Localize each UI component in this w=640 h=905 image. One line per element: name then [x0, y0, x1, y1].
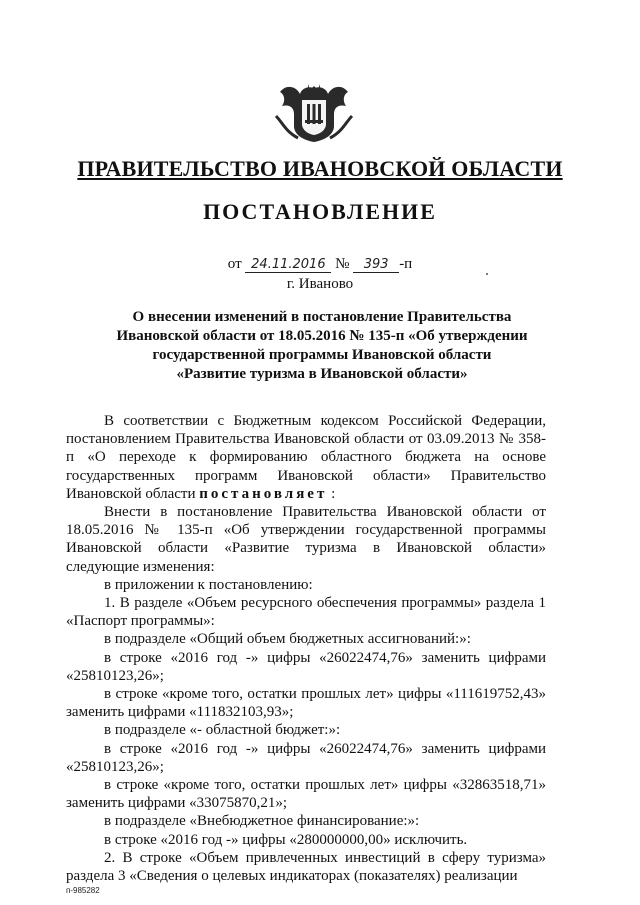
scan-speck: [486, 273, 488, 275]
coat-of-arms-icon: [272, 82, 356, 144]
preamble-paragraph: [66, 412, 546, 503]
body-paragraph: в строке «2016 год -» цифры «26022474,76» заменить цифрами «25810123,26»;: [66, 740, 546, 775]
document-body: [66, 412, 546, 885]
date-number-line: [0, 256, 640, 273]
city-line: г. Иваново: [286, 276, 354, 292]
handwritten-number: 393: [353, 258, 399, 273]
body-paragraph: в строке «2016 год -» цифры «26022474,76» заменить цифрами «25810123,26»;: [66, 649, 546, 684]
body-paragraph: в строке «кроме того, остатки прошлых лет» цифры «111619752,43» заменить цифрами «111832103,93»;: [66, 686, 546, 721]
preamble-colon: :: [331, 485, 336, 502]
organization-title: ПРАВИТЕЛЬСТВО ИВАНОВСКОЙ ОБЛАСТИ: [77, 156, 563, 181]
subject-line: О внесении изменений в постановление Правительства: [132, 309, 512, 325]
document-type-title: ПОСТАНОВЛЕНИЕ: [203, 199, 437, 224]
body-paragraph: в строке «2016 год -» цифры «280000000,00» исключить.: [104, 831, 468, 848]
body-paragraph: 2. В строке «Объем привлеченных инвестиций в сферу туризма» раздела 3 «Сведения о целевых индикаторах (показателях) реализации: [66, 849, 546, 885]
subject-line: «Развитие туризма в Ивановской области»: [176, 366, 468, 382]
body-paragraph: в приложении к постановлению:: [104, 576, 313, 593]
document-code: п-985282: [66, 886, 100, 895]
body-paragraph: в подразделе «Внебюджетное финансирование:»:: [104, 813, 420, 830]
number-suffix: -п: [399, 256, 413, 272]
body-paragraph: в подразделе «Общий объем бюджетных ассигнований:»:: [104, 631, 471, 648]
document-subject: [92, 308, 552, 384]
body-paragraph: 1. В разделе «Объем ресурсного обеспечения программы» раздела 1 «Паспорт программы»:: [66, 595, 546, 630]
handwritten-date: 24.11.2016: [245, 258, 331, 273]
number-prefix: №: [335, 256, 350, 272]
body-paragraph: в строке «кроме того, остатки прошлых лет» цифры «32863518,71» заменить цифрами «33075870,21»;: [66, 777, 546, 812]
date-prefix: от: [227, 256, 242, 272]
subject-line: государственной программы Ивановской области: [152, 347, 492, 363]
resolves-word: постановляет: [199, 485, 328, 502]
body-paragraph: Внести в постановление Правительства Ивановской области от 18.05.2016 № 135-п «Об утверждении государственной программы Ивановской области «Развитие туризма в Ивановской области» следующие изменения:: [66, 504, 546, 575]
preamble-text: В соответствии с Бюджетным кодексом Российской Федерации, постановлением Правительства Ивановской области от 03.09.2013 № 358-п «О переходе к формированию областного бюджета на основе государственных программ Ивановской области» Правительство Ивановской области: [66, 413, 546, 502]
subject-line: Ивановской области от 18.05.2016 № 135-п «Об утверждении: [116, 328, 528, 344]
body-paragraph: в подразделе «- областной бюджет:»:: [104, 722, 341, 739]
